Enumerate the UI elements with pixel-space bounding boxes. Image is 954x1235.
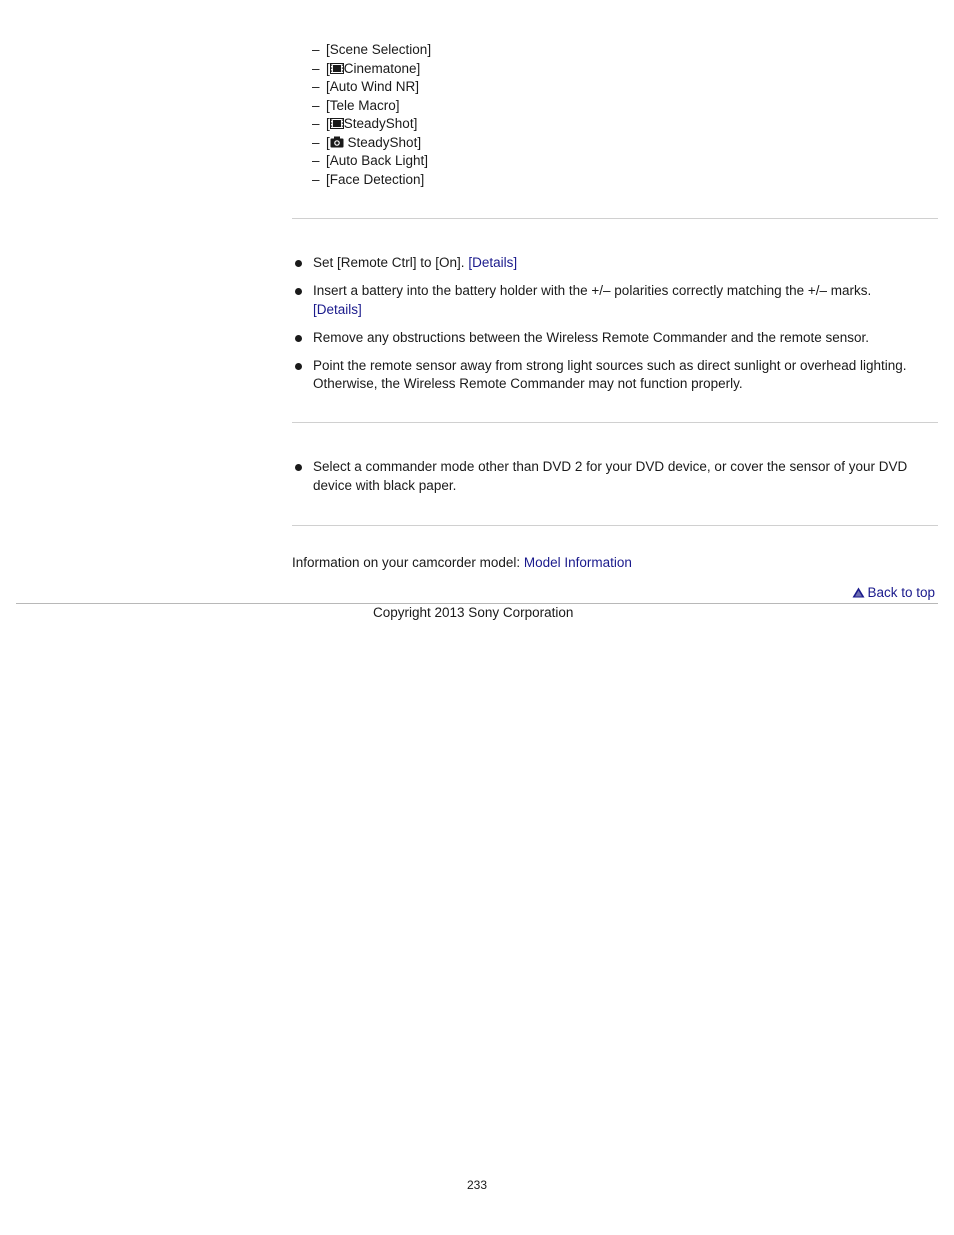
settings-list [312,41,431,189]
list-item [292,458,938,495]
bullet-icon [295,363,302,370]
item-text: Select a commander mode other than DVD 2 for your DVD device, or cover the sensor of your DVD device with black paper. [313,459,908,493]
page-number: 233 [466,1178,488,1192]
item-label: [Scene Selection] [326,42,432,57]
item-text: Insert a battery into the battery holder with the +/– polarities correctly matching the +/– marks. [313,283,872,298]
dash-marker: – [312,116,320,131]
back-to-top-link[interactable]: Back to top [867,585,935,600]
dash-marker: – [312,60,320,76]
dash-marker: – [312,42,320,57]
copyright: Copyright 2013 Sony Corporation [373,605,574,620]
dash-marker: – [312,171,320,187]
dvd-tips-list [292,458,938,505]
item-label: SteadyShot] [343,134,422,150]
list-item [292,282,938,319]
section-divider [292,525,938,526]
back-to-top[interactable] [852,583,935,603]
bullet-icon [295,288,302,295]
item-text: Set [Remote Ctrl] to [On]. [313,255,469,270]
section-divider [292,218,938,219]
movie-icon [330,118,344,129]
list-item [312,171,431,190]
list-item [292,254,938,273]
item-prefix: [ [326,134,330,150]
model-information-link[interactable]: Model Information [523,555,632,570]
item-text: Point the remote sensor away from strong light sources such as direct sunlight or overhead lighting. Otherwise, the Wireless Remote Commander may not function properly. [313,357,907,391]
model-info-text: Information on your camcorder model: [292,555,524,570]
item-text: Remove any obstructions between the Wireless Remote Commander and the remote sensor. [313,329,870,345]
bullet-icon [295,335,302,342]
item-label: [Face Detection] [326,171,425,187]
item-label: SteadyShot] [343,116,418,131]
item-label: Cinematone] [343,60,421,76]
list-item [312,41,431,60]
list-item [312,115,431,134]
item-label: [Tele Macro] [326,97,400,113]
movie-icon [330,63,344,74]
list-item [312,152,431,171]
list-item [312,97,431,116]
up-triangle-icon [852,587,865,598]
model-info [292,553,632,573]
list-item [292,329,938,348]
dash-marker: – [312,134,320,150]
dash-marker: – [312,97,320,113]
details-link[interactable]: [Details] [313,301,362,317]
list-item [312,134,431,153]
list-item [292,357,938,394]
details-link[interactable]: [Details] [468,255,518,270]
dash-marker: – [312,153,320,168]
camera-icon [330,136,344,148]
item-prefix: [ [326,60,330,76]
section-divider [292,422,938,423]
item-label: [Auto Wind NR] [326,79,420,94]
dash-marker: – [312,79,320,94]
remote-tips-list [292,254,938,403]
list-item [312,60,431,79]
list-item [312,78,431,97]
item-label: [Auto Back Light] [326,153,429,168]
bullet-icon [295,260,302,267]
item-prefix: [ [326,116,330,131]
bullet-icon [295,464,302,471]
